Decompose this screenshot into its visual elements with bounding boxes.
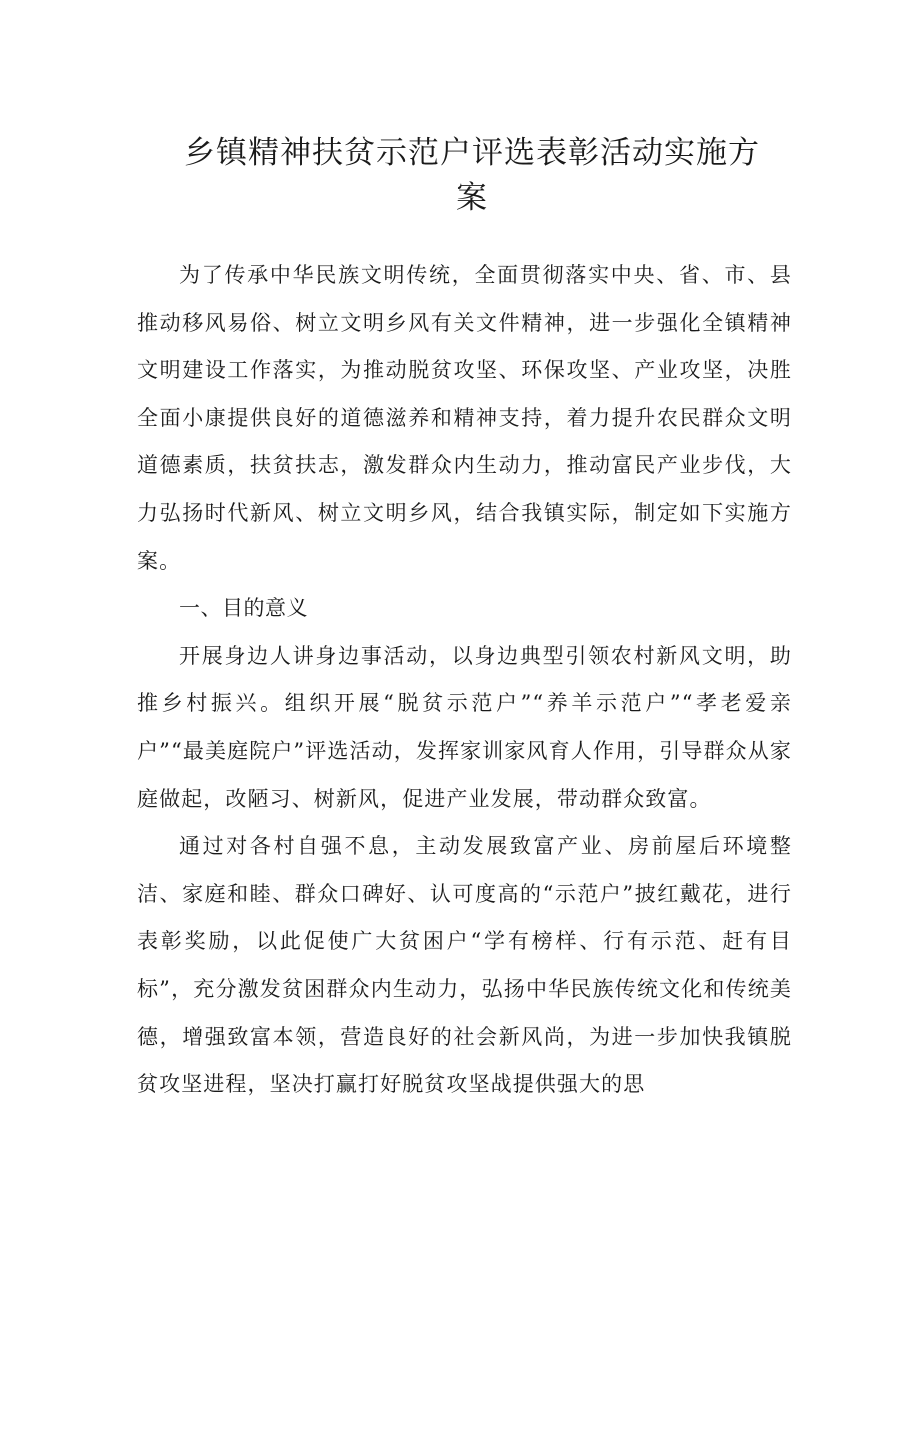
section-heading-purpose: 一、目的意义 xyxy=(179,596,308,621)
section-paragraph-2: 通过对各村自强不息，主动发展致富产业、房前屋后环境整洁、家庭和睦、群众口碑好、认可度高的“示范户”披红戴花，进行表彰奖励，以此促使广大贫困户“学有榜样、行有示范、赶有目标”，充分激发贫困群众内生动力，弘扬中华民族传统文化和传统美德，增强致富本领，营造良好的社会新风尚，为进一步加快我镇脱贫攻坚进程，坚决打赢打好脱贫攻坚战提供强大的思 xyxy=(137,834,792,1097)
title-line-1: 乡镇精神扶贫示范户评选表彰活动实施方 xyxy=(184,135,760,171)
document-title xyxy=(137,131,792,221)
document-body xyxy=(137,252,792,1109)
intro-paragraph: 为了传承中华民族文明传统，全面贯彻落实中央、省、市、县推动移风易俗、树立文明乡风有关文件精神，进一步强化全镇精神文明建设工作落实，为推动脱贫攻坚、环保攻坚、产业攻坚，决胜全面小康提供良好的道德滋养和精神支持，着力提升农民群众文明道德素质，扶贫扶志，激发群众内生动力，推动富民产业步伐，大力弘扬时代新风、树立文明乡风，结合我镇实际，制定如下实施方案。 xyxy=(137,263,792,573)
document-page xyxy=(0,131,920,1432)
title-line-2: 案 xyxy=(456,180,488,216)
section-paragraph-1: 开展身边人讲身边事活动，以身边典型引领农村新风文明，助推乡村振兴。组织开展“脱贫示范户”“养羊示范户”“孝老爱亲户”“最美庭院户”评选活动，发挥家训家风育人作用，引导群众从家庭做起，改陋习、树新风，促进产业发展，带动群众致富。 xyxy=(137,643,792,811)
